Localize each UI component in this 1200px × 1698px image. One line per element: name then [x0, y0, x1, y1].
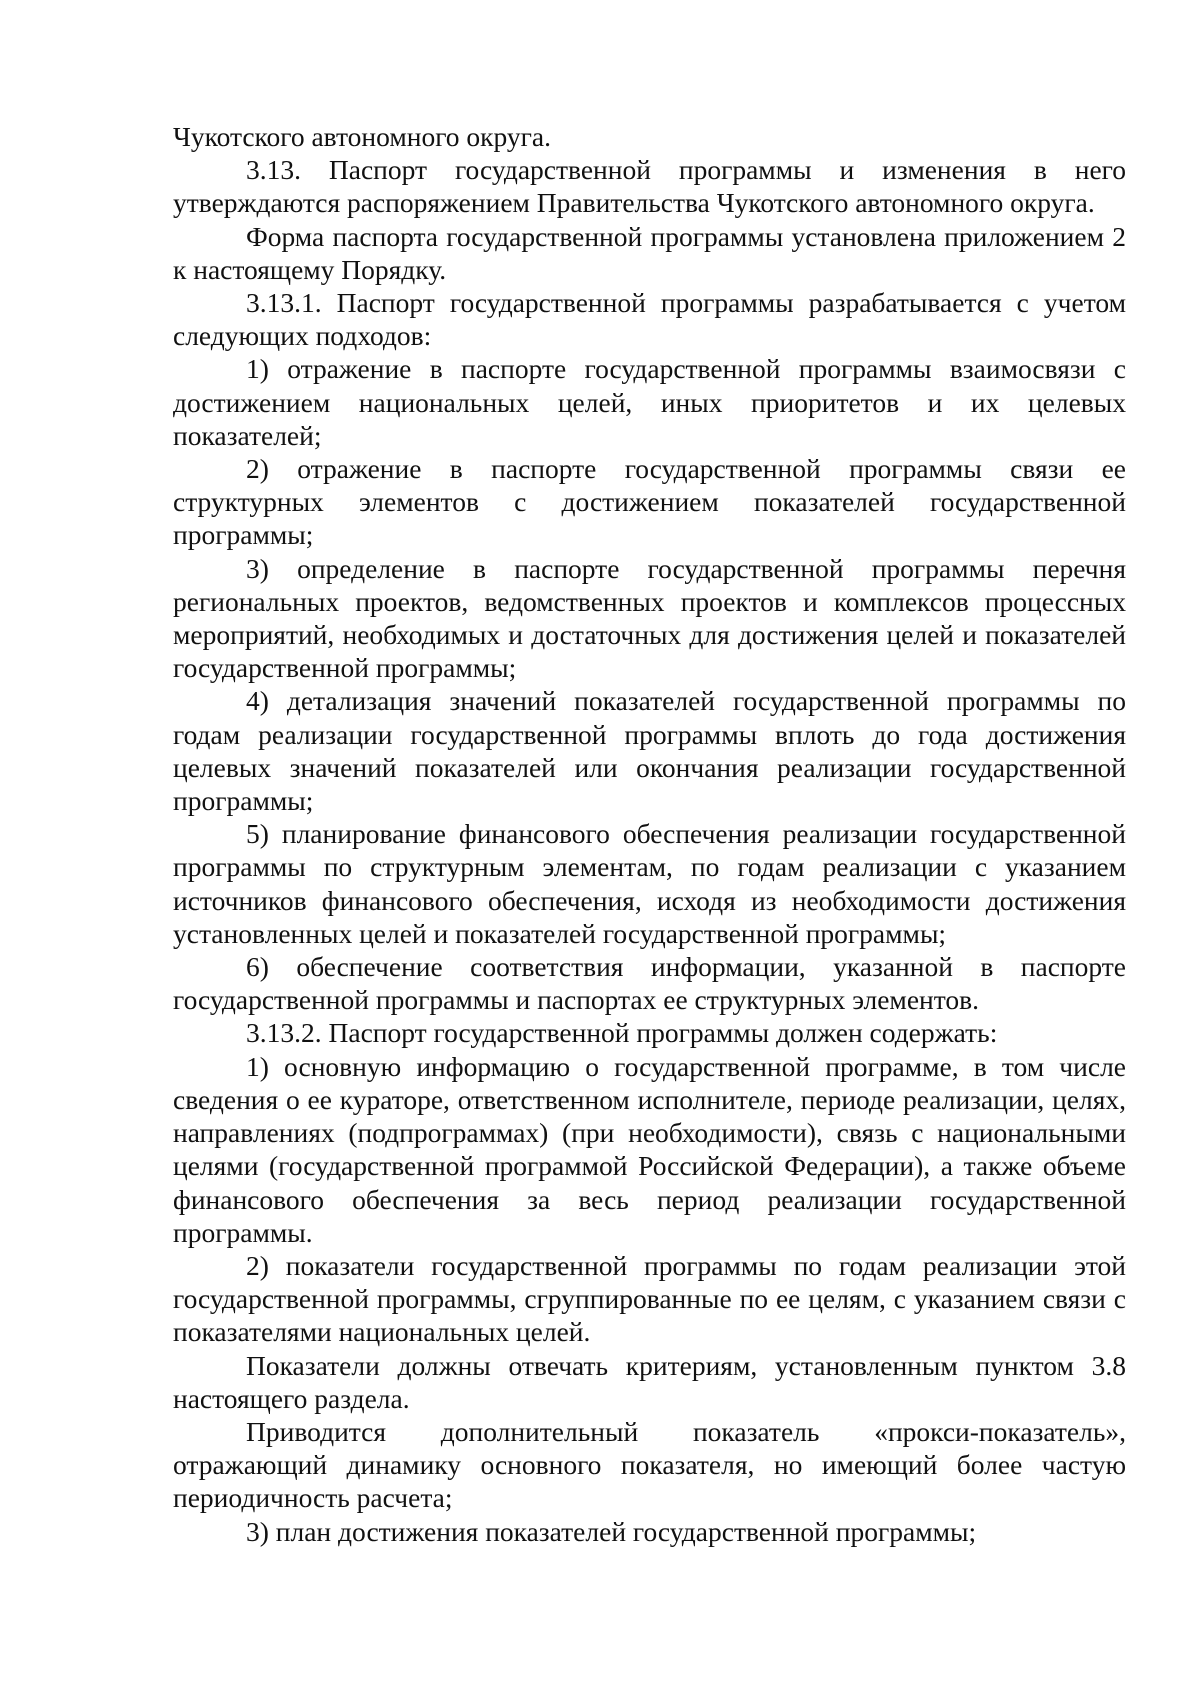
list-item-content-1: 1) основную информацию о государственной программе, в том числе сведения о ее кураторе, ответственном исполнителе, периоде реализации, целях, направлениях (подпрограммах) (при необходимости), связь с национальными целями (государственной программой Российской Федерации), а также объеме финансового обеспечения за весь период реализации государственной программы. [173, 1050, 1126, 1248]
paragraph-proxy-indicator: Приводится дополнительный показатель «прокси-показатель», отражающий динамику основного показателя, но имеющий более частую периодичность расчета; [173, 1415, 1126, 1514]
list-item-approach-2: 2) отражение в паспорте государственной программы связи ее структурных элементов с достижением показателей государственной программы; [173, 453, 1126, 551]
document-page [173, 120, 1126, 1548]
list-item-approach-5: 5) планирование финансового обеспечения реализации государственной программы по структурным элементам, по годам реализации с указанием источников финансового обеспечения, исходя из необходимости достижения установленных целей и показателей государственной программы; [173, 818, 1126, 949]
paragraph-3-13-1: 3.13.1. Паспорт государственной программы разрабатывается с учетом следующих подходов: [173, 287, 1126, 352]
paragraph-passport-form: Форма паспорта государственной программы установлена приложением 2 к настоящему Порядку. [173, 220, 1126, 285]
paragraph-continuation: Чукотского автономного округа. [173, 121, 552, 152]
list-item-approach-3: 3) определение в паспорте государственной программы перечня региональных проектов, ведомственных проектов и комплексов процессных мероприятий, необходимых и достаточных для достижения целей и показателей государственной программы; [173, 552, 1126, 684]
list-item-approach-6: 6) обеспечение соответствия информации, указанной в паспорте государственной программы и паспортах ее структурных элементов. [173, 951, 1126, 1016]
list-item-approach-4: 4) детализация значений показателей государственной программы по годам реализации государственной программы вплоть до года достижения целевых значений показателей или окончания реализации государственной программы; [173, 685, 1126, 817]
paragraph-3-13: 3.13. Паспорт государственной программы и изменения в него утверждаются распоряжением Правительства Чукотского автономного округа. [173, 154, 1126, 219]
paragraph-criteria: Показатели должны отвечать критериям, установленным пунктом 3.8 настоящего раздела. [173, 1349, 1126, 1414]
list-item-approach-1: 1) отражение в паспорте государственной программы взаимосвязи с достижением национальных целей, иных приоритетов и их целевых показателей; [173, 353, 1126, 451]
list-item-content-2: 2) показатели государственной программы по годам реализации этой государственной программы, сгруппированные по ее целям, с указанием связи с показателями национальных целей. [173, 1249, 1126, 1348]
list-item-content-3: 3) план достижения показателей государственной программы; [246, 1515, 977, 1547]
paragraph-3-13-2: 3.13.2. Паспорт государственной программы должен содержать: [246, 1017, 998, 1049]
